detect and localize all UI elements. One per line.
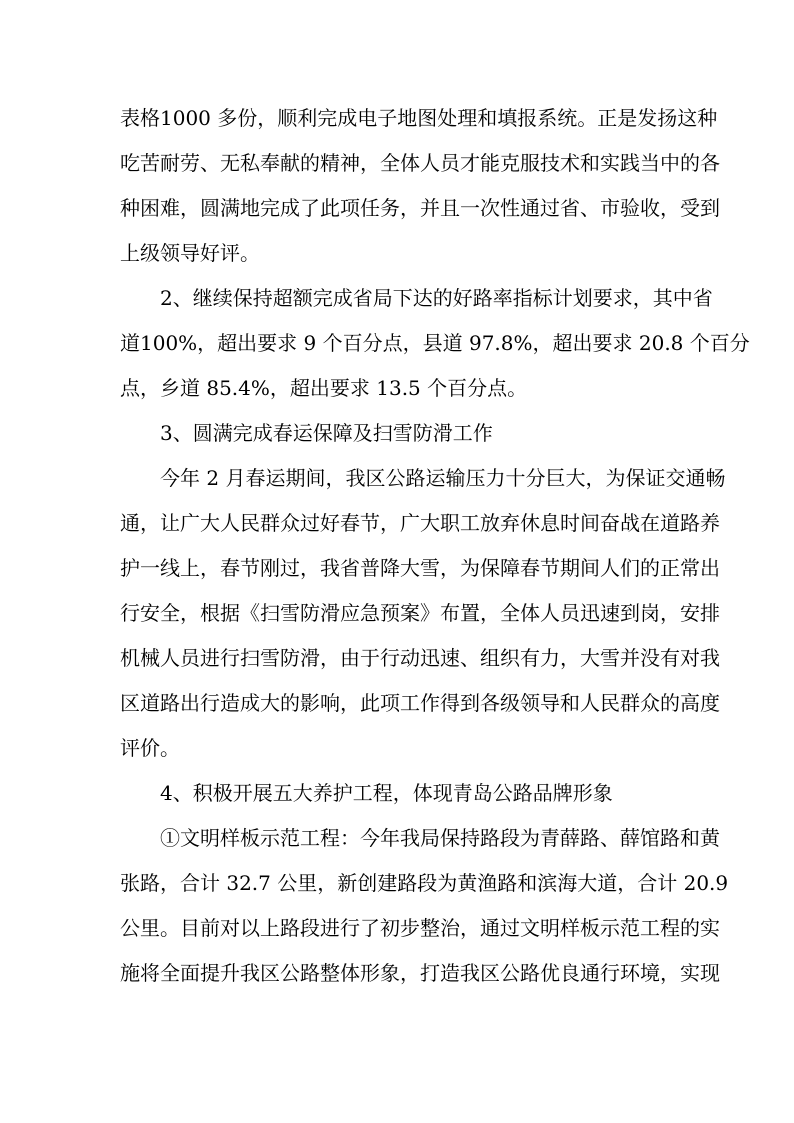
text-line-17: ①文明样板示范工程：今年我局保持路段为青薛路、薛馆路和黄 <box>160 826 720 850</box>
section-heading-3: 3、圆满完成春运保障及扫雪防滑工作 <box>160 421 493 445</box>
text-line-3: 种困难，圆满地完成了此项任务，并且一次性通过省、市验收，受到 <box>120 196 720 220</box>
text-line-18: 张路，合计 32.7 公里，新创建路段为黄渔路和滨海大道，合计 20.9 <box>120 871 729 895</box>
text-line-11: 护一线上，春节刚过，我省普降大雪，为保障春节期间人们的正常出 <box>120 556 720 580</box>
text-line-13: 机械人员进行扫雪防滑，由于行动迅速、组织有力，大雪并没有对我 <box>120 646 720 670</box>
text-line-20: 施将全面提升我区公路整体形象，打造我区公路优良通行环境，实现 <box>120 961 720 985</box>
text-line-2: 吃苦耐劳、无私奉献的精神，全体人员才能克服技术和实践当中的各 <box>120 151 720 175</box>
text-line-19: 公里。目前对以上路段进行了初步整治，通过文明样板示范工程的实 <box>120 916 720 940</box>
text-line-7: 点，乡道 85.4%，超出要求 13.5 个百分点。 <box>120 376 528 400</box>
text-line-6: 道100%，超出要求 9 个百分点，县道 97.8%，超出要求 20.8 个百分 <box>120 331 750 355</box>
section-heading-4: 4、积极开展五大养护工程，体现青岛公路品牌形象 <box>160 781 613 805</box>
text-line-14: 区道路出行造成大的影响，此项工作得到各级领导和人民群众的高度 <box>120 691 720 715</box>
text-line-1: 表格1000 多份，顺利完成电子地图处理和填报系统。正是发扬这种 <box>120 106 718 130</box>
text-line-9: 今年 2 月春运期间，我区公路运输压力十分巨大，为保证交通畅 <box>160 466 726 490</box>
text-line-15: 评价。 <box>120 736 180 760</box>
text-line-12: 行安全，根据《扫雪防滑应急预案》布置，全体人员迅速到岗，安排 <box>120 601 720 625</box>
text-line-10: 通，让广大人民群众过好春节，广大职工放弃休息时间奋战在道路养 <box>120 511 720 535</box>
text-line-4: 上级领导好评。 <box>120 241 260 265</box>
text-line-5: 2、继续保持超额完成省局下达的好路率指标计划要求，其中省 <box>160 286 713 310</box>
